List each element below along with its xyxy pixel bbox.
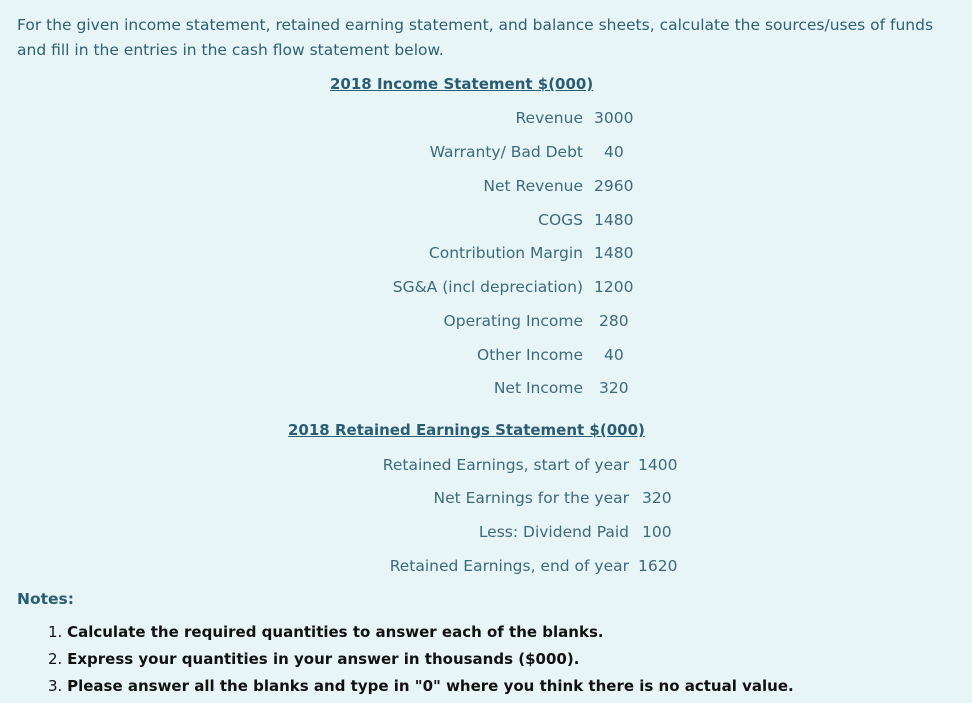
note-number: 2. bbox=[48, 650, 63, 668]
row-value: 40 bbox=[604, 346, 624, 364]
row-label: Net Income bbox=[493, 379, 583, 397]
row-label: Revenue bbox=[515, 109, 583, 127]
row-value: 100 bbox=[642, 523, 672, 541]
row-label: Warranty/ Bad Debt bbox=[429, 143, 583, 161]
row-label: Operating Income bbox=[443, 312, 583, 330]
note-text: Calculate the required quantities to answer each of the blanks. bbox=[67, 623, 604, 641]
note-number: 1. bbox=[48, 623, 63, 641]
notes-list bbox=[48, 622, 794, 703]
instructions-text: For the given income statement, retained earning statement, and balance sheets, calculate the sources/uses of funds and fill in the entries in the cash flow statement below. bbox=[17, 16, 934, 59]
row-value: 1480 bbox=[594, 244, 634, 262]
row-label: Net Earnings for the year bbox=[433, 489, 629, 507]
row-label: Other Income bbox=[477, 346, 583, 364]
row-value: 280 bbox=[599, 312, 629, 330]
note-text: Express your quantities in your answer in thousands ($000). bbox=[67, 650, 580, 668]
row-label: Retained Earnings, end of year bbox=[389, 557, 629, 575]
row-value: 1200 bbox=[594, 278, 634, 296]
row-label: Contribution Margin bbox=[428, 244, 583, 262]
note-item bbox=[48, 649, 794, 676]
notes-title: Notes: bbox=[17, 590, 74, 608]
note-item bbox=[48, 622, 794, 649]
row-value: 320 bbox=[599, 379, 629, 397]
row-value: 3000 bbox=[594, 109, 634, 127]
row-label: Net Revenue bbox=[483, 177, 583, 195]
row-value: 1480 bbox=[594, 211, 634, 229]
row-label: SG&A (incl depreciation) bbox=[392, 278, 583, 296]
row-label: COGS bbox=[538, 211, 583, 229]
row-value: 2960 bbox=[594, 177, 634, 195]
row-label: Retained Earnings, start of year bbox=[382, 456, 629, 474]
note-item bbox=[48, 676, 794, 703]
note-text: Please answer all the blanks and type in "0" where you think there is no actual value. bbox=[67, 677, 794, 695]
row-value: 1400 bbox=[638, 456, 678, 474]
row-value: 40 bbox=[604, 143, 624, 161]
row-value: 320 bbox=[642, 489, 672, 507]
row-label: Less: Dividend Paid bbox=[478, 523, 629, 541]
income-statement-title: 2018 Income Statement $(000) bbox=[330, 75, 594, 93]
note-number: 3. bbox=[48, 677, 63, 695]
row-value: 1620 bbox=[638, 557, 678, 575]
retained-earnings-title: 2018 Retained Earnings Statement $(000) bbox=[288, 421, 645, 439]
